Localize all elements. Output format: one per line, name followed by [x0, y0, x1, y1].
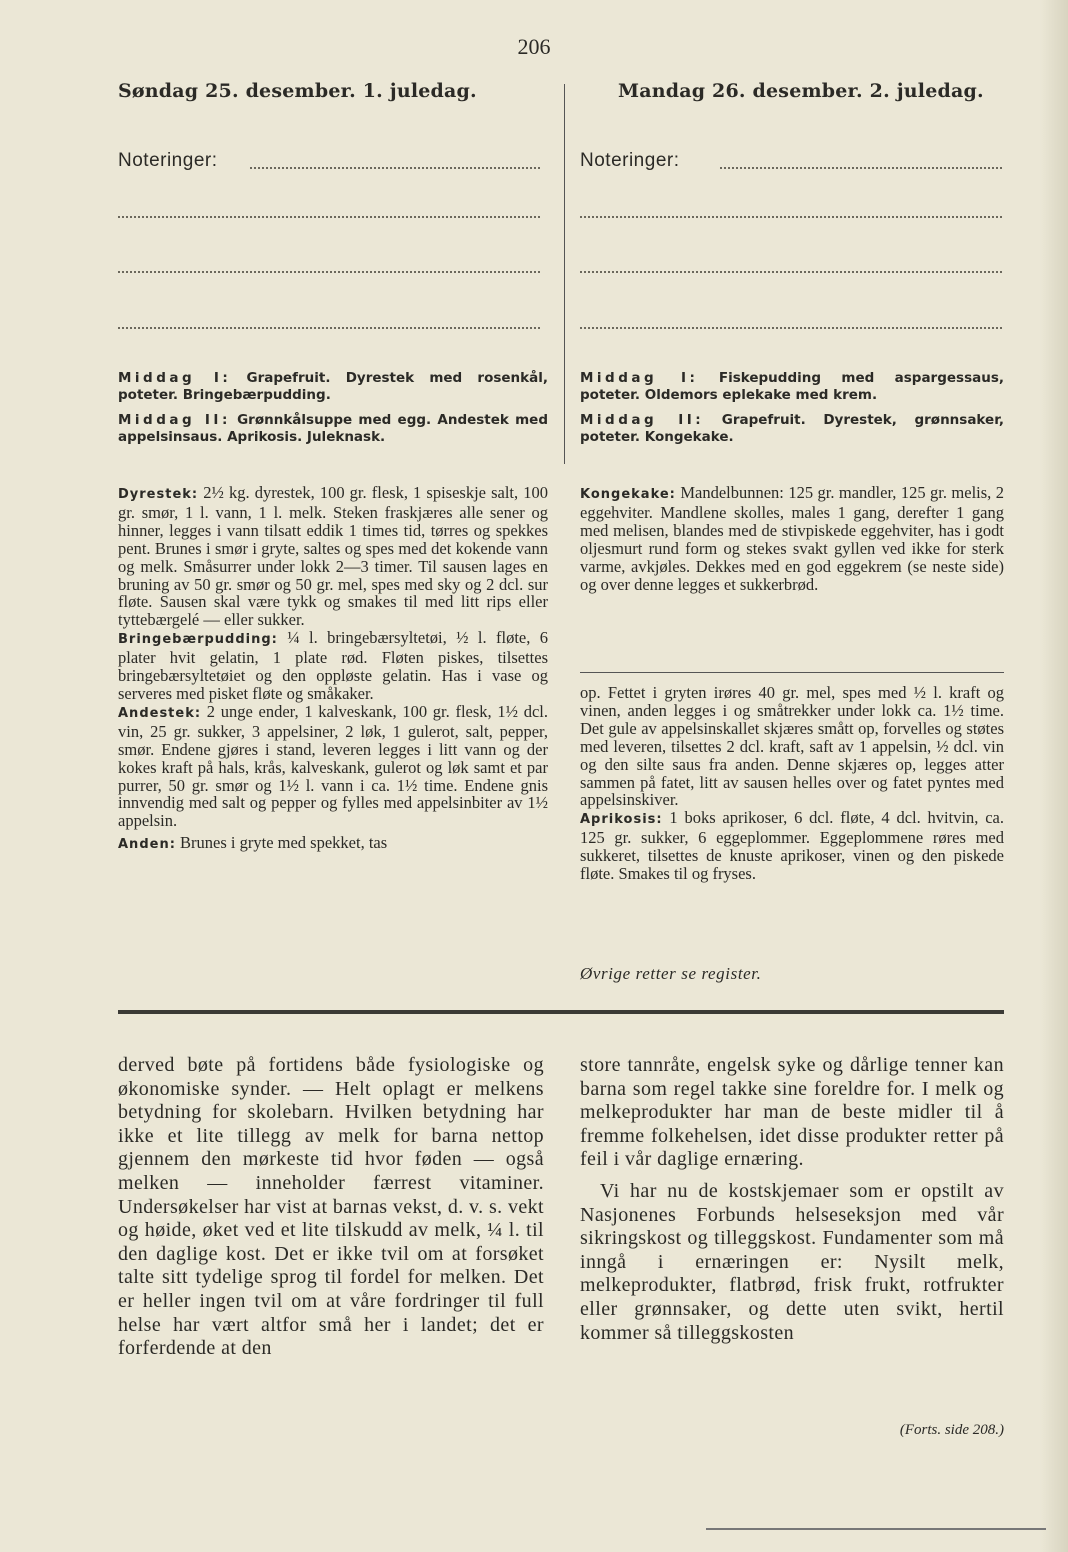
article-paragraph: Vi har nu de kostskjemaer som er opstilt av Nasjonenes Forbunds helseseksjon med vår sikringskost og tilleggskost. Fundamenter som må inngå i ernæringen er: Nysilt melk, melkeprodukter, flatbrød, frisk frukt, rotfrukter eller grønnsaker, og dette uten svikt, hertil kommer så tilleggskosten	[580, 1179, 1004, 1344]
more-recipes-note: Øvrige retter se register.	[580, 964, 762, 983]
article-paragraph: store tannråte, engelsk syke og dårlige tenner kan barna som regel takke sine foreldre for. I melk og melkeprodukter har man de beste midler til å fremme folkehelsen, idet disse produkter retter på feil i vår daglige ernæring.	[580, 1054, 1004, 1171]
right-notes-label: Noteringer:	[580, 150, 680, 171]
article-paragraph: derved bøte på fortidens både fysiologiske og økonomiske synder. — Helt oplagt er melkens betydning for skolebarn. Hvilken betydning har ikke et lite tillegg av melk for barna nettop gjennem den mørkeste tid hvor føden — også melken — inneholder færrest vitaminer. Undersøkelser har vist at barnas vekst, d. v. s. vekt og høide, øket ved et lite tilskudd av melk, ¼ l. til den daglige kost. Det er ikke tvil om at forsøket talte sitt tydelige sprog til fordel for melken. Det er heller ingen tvil om at våre fordringer til full helse har vært altfor små her i landet; det er forferdende at den	[118, 1054, 544, 1360]
left-notes-line	[118, 271, 540, 273]
recipe: Anden: Brunes i gryte med spekket, tas	[118, 833, 388, 853]
left-notes-line	[250, 167, 540, 169]
recipe: Andestek: 2 unge ender, 1 kalveskank, 100 gr. flesk, 1½ dcl. vin, 25 gr. sukker, 3 appelsiner, 2 løk, 1 gulerot, salt, pepper, smør. Endene gjøres i stand, leveren legges i litt vann og der kokes kraft på hals, krås, kalveskank, gulerot og løk samt et par purrer, 50 gr. smør og 1½ l. vann i ca. 1½ time. Endene gnis innvendig med salt og pepper og fylles med appelsinbiter av 1½ appelsin.	[118, 701, 548, 831]
left-menu	[118, 370, 548, 454]
right-menu	[580, 370, 1004, 454]
recipe: op. Fettet i gryten irøres 40 gr. mel, spes med ½ l. kraft og vinen, anden legges i og småtrekker under lokk ca. 1½ time. Det gule av appelsinskallet skjæres smått op, forvelles og støtes med leveren, tilsettes 2 dcl. kraft, saft av 1 appelsin, ½ dcl. vin og den silte saus fra anden. Denne skjæres op, legges atter sammen på fatet, litt av sausen helles over og fatet pyntes med appelsinskiver.	[580, 683, 1004, 810]
article-left-column	[118, 1054, 544, 1369]
article-right-column	[580, 1054, 1004, 1353]
right-notes-line	[580, 271, 1002, 273]
recipe: Aprikosis: 1 boks aprikoser, 6 dcl. fløte, 4 dcl. hvitvin, ca. 125 gr. sukker, 6 eggeplommer. Eggeplommene røres med sukkeret, tilsettes de knuste aprikoser, vinen og den piskede fløte. Smakes til og fryses.	[580, 808, 1005, 884]
menu-item: Middag I: Fiskepudding med aspargessaus, poteter. Oldemors eplekake med krem.	[580, 370, 1004, 403]
recipe: Dyrestek: 2½ kg. dyrestek, 100 gr. flesk, 1 spiseskje salt, 100 gr. smør, 1 l. vann, 1 l. melk. Steken fraskjæres alle sener og hinner, legges i vann tilsatt eddik 1 times tid, tørres og spekkes pent. Brunes i smør i gryte, saltes og spes med det kokende vann og melk. Småsurrer under lokk 2—3 timer. Til sausen lages en bruning av 50 gr. smør og 50 gr. mel, spes med sky og 2 dcl. sur fløte. Sausen skal være tykk og smakes til med litt rips eller tyttebærgelé — eller sukker.	[118, 483, 548, 630]
page-number: 206	[517, 34, 551, 59]
menu-item: Middag II: Grapefruit. Dyrestek, grønnsaker, poteter. Kongekake.	[580, 412, 1005, 445]
right-recipes	[580, 484, 1004, 593]
column-divider	[564, 84, 565, 464]
left-notes-label: Noteringer:	[118, 150, 218, 171]
continued-note: (Forts. side 208.)	[899, 1422, 1004, 1438]
right-continued-recipes	[580, 684, 1004, 883]
left-day-title: Søndag 25. desember. 1. juledag.	[118, 80, 477, 102]
right-notes-line	[720, 167, 1002, 169]
right-notes-line	[580, 327, 1002, 329]
right-day-title: Mandag 26. desember. 2. juledag.	[618, 80, 984, 102]
recipe: Bringebærpudding: ¼ l. bringebærsyltetøi, ½ l. fløte, 6 plater hvit gelatin, 1 plate rød. Fløten piskes, tilsettes bringebærsyltetøiet og den oppløste gelatin. Has i vase og serveres med pisket fløte og småkaker.	[118, 628, 549, 703]
left-notes-line	[118, 216, 540, 218]
right-notes-line	[580, 216, 1002, 218]
page-edge	[1040, 0, 1068, 1552]
recipe: Kongekake: Mandelbunnen: 125 gr. mandler, 125 gr. melis, 2 eggehviter. Mandlene skolles, males 1 gang, derefter 1 gang med melisen, blandes med de stivpiskede eggehviter, has i godt oljesmurt rund form og stekes svakt gyllen ved ikke for sterk varme, avkjøles. Dekkes med en god eggekrem (se neste side) og over denne legges et sukkerbrød.	[580, 483, 1004, 594]
menu-item: Middag II: Grønnkålsuppe med egg. Andestek med appelsinsaus. Aprikosis. Juleknask.	[118, 412, 549, 445]
left-recipes	[118, 484, 548, 854]
bottom-mark	[706, 1528, 1046, 1530]
section-separator	[118, 1010, 1004, 1014]
left-notes-line	[118, 327, 540, 329]
menu-item: Middag I: Grapefruit. Dyrestek med rosenkål, poteter. Bringebærpudding.	[118, 370, 548, 403]
recipe-rule	[580, 672, 1004, 673]
